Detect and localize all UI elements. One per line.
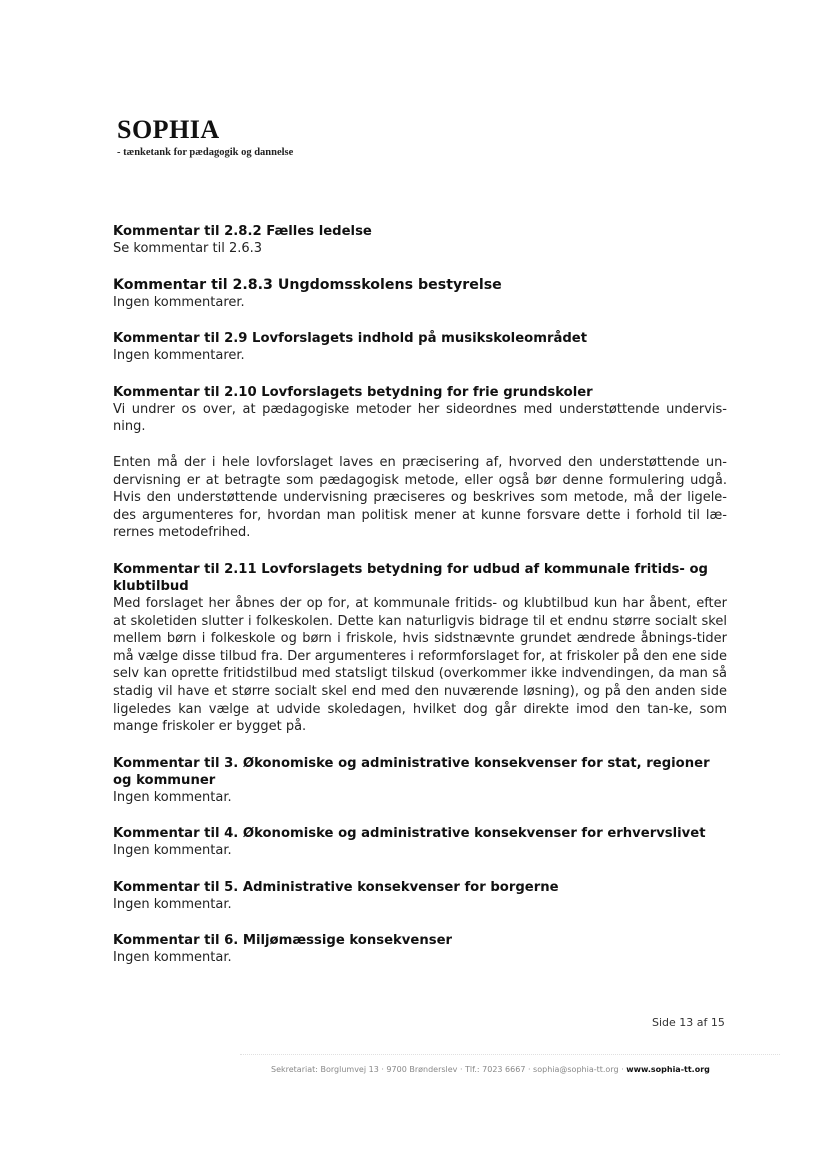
section-heading: Kommentar til 2.10 Lovforslagets betydning for frie grundskoler [113, 384, 593, 400]
section-2-8-2 [113, 223, 727, 258]
sophia-logo [117, 116, 293, 158]
section-paragraph: Se kommentar til 2.6.3 [113, 241, 263, 256]
footer-website-link[interactable]: www.sophia-tt.org [626, 1065, 710, 1074]
page-footer [271, 1065, 710, 1074]
section-2-8-3 [113, 277, 727, 312]
section-3 [113, 755, 727, 807]
logo-tagline: - tænketank for pædagogik og dannelse [117, 147, 294, 158]
section-paragraph: Ingen kommentar. [113, 843, 232, 859]
section-paragraph: Vi undrer os over, at pædagogiske metoder her sideordnes med understøttende undervis-ning. [113, 401, 727, 435]
section-4 [113, 825, 727, 860]
section-heading: Kommentar til 6. Miljømæssige konsekvenser [113, 933, 453, 949]
section-heading: Kommentar til 2.8.3 Ungdomsskolens bestyrelse [113, 276, 502, 293]
scan-artifact-divider [240, 1046, 780, 1055]
footer-address: Sekretariat: Borglumvej 13 · 9700 Brønderslev · Tlf.: 7023 6667 · sophia@sophia-tt.org · [271, 1065, 624, 1074]
section-paragraph: Med forslaget her åbnes der op for, at kommunale fritids- og klubtilbud kun har åbent, efter at skoletiden slutter i folkeskolen. Dette kan naturligvis bidrage til et endnu større socialt skel mellem børn i folkeskole og børn i friskole, hvis sidstnævnte grundet ændrede åbnings-tider må vælge disse tilbud fra. Der argumenteres i reformforslaget for, at friskoler på den ene side selv kan oprette fritidstilbud med statsligt tilskud (overkommer ikke indvendingen, da man så stadig vil have et større socialt skel end med den nuværende løsning), og på den anden side ligeledes kan vælge at udvide skoledagen, hvilket dog går direkte imod den tan-ke, som mange friskoler er bygget på. [113, 595, 727, 735]
section-paragraph: Enten må der i hele lovforslaget laves en præcisering af, hvorved den understøttende un-dervisning er at betragte som pædagogisk metode, eller også bør denne formulering udgå. Hvis den understøttende undervisning præciseres og beskrives som metode, må der ligele-des argumenteres for, hvordan man politisk mener at kunne forsvare dette i forhold til læ-rernes metodefrihed. [113, 454, 727, 541]
section-6 [113, 932, 727, 967]
section-2-10 [113, 384, 727, 542]
section-paragraph: Ingen kommentarer. [113, 294, 245, 310]
section-2-9 [113, 330, 727, 365]
section-paragraph: Ingen kommentarer. [113, 348, 245, 364]
section-heading: Kommentar til 3. Økonomiske og administrative konsekvenser for stat, regioner og kommuner [113, 755, 710, 788]
section-5 [113, 879, 727, 914]
section-heading: Kommentar til 4. Økonomiske og administrative konsekvenser for erhvervslivet [113, 826, 706, 842]
section-heading: Kommentar til 2.8.2 Fælles ledelse [113, 224, 372, 239]
section-paragraph: Ingen kommentar. [113, 896, 232, 912]
section-heading: Kommentar til 2.11 Lovforslagets betydning for udbud af kommunale fritids- og klubtilbud [113, 561, 708, 594]
section-paragraph: Ingen kommentar. [113, 950, 232, 966]
page-number: Side 13 af 15 [652, 1016, 725, 1029]
section-heading: Kommentar til 2.9 Lovforslagets indhold på musikskoleområdet [113, 331, 588, 347]
document-body [113, 223, 727, 986]
section-heading: Kommentar til 5. Administrative konsekvenser for borgerne [113, 879, 559, 895]
section-2-11 [113, 561, 727, 736]
section-paragraph: Ingen kommentar. [113, 789, 232, 805]
logo-name: SOPHIA [117, 115, 220, 144]
